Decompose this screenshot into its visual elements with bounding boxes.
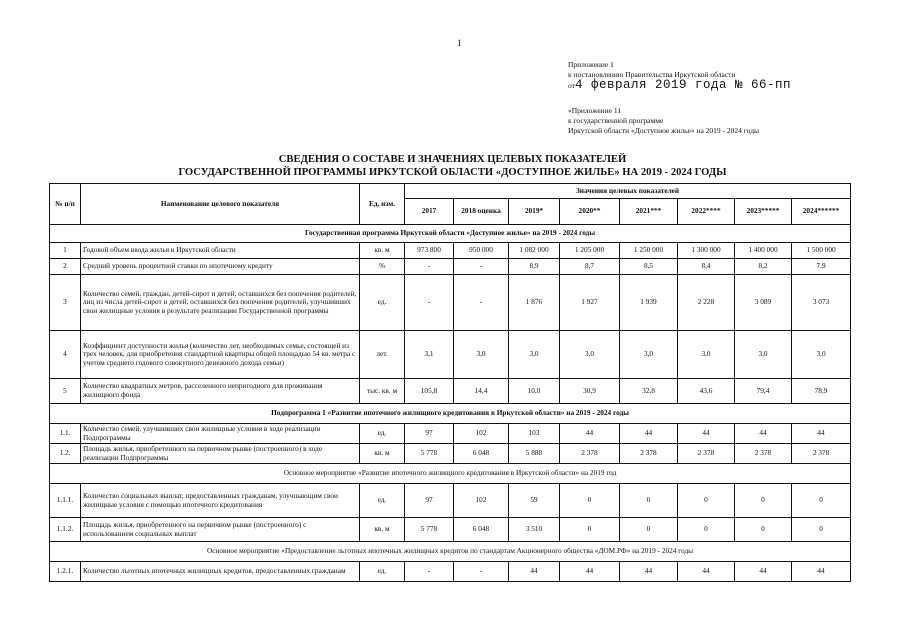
row-unit: ед. (360, 562, 405, 582)
document-title (60, 153, 845, 179)
row-value: 78,9 (792, 379, 851, 404)
row-value: 44 (560, 562, 620, 582)
row-value: 44 (560, 424, 620, 444)
row-num: 1.1.2. (50, 518, 81, 542)
title-line-1: СВЕДЕНИЯ О СОСТАВЕ И ЗНАЧЕНИЯХ ЦЕЛЕВЫХ ПОКАЗАТЕЛЕЙ (278, 154, 627, 165)
row-value: 0 (792, 518, 851, 542)
row-value: 3,1 (405, 331, 454, 379)
row-value: 59 (509, 484, 560, 518)
row-value: 2 378 (620, 444, 678, 464)
row-value: 10,0 (509, 379, 560, 404)
row-value: 105,8 (405, 379, 454, 404)
row-name: Количество семей, граждан, детей-сирот и детей, оставшихся без попечения родителей, лиц из числа детей-сирот и детей, оставшихся без попечения родителей, улучшивших свои жилищные условия в результате реализации Государственной программы (81, 275, 360, 331)
row-value: 44 (792, 562, 851, 582)
row-value: 8,7 (560, 259, 620, 275)
section-title: Основное мероприятие «Предоставление льготных ипотечных жилищных кредитов по стандартам Акционерного общества «ДОМ.РФ» на 2019 - 2024 годы (50, 542, 851, 562)
row-value: 0 (560, 518, 620, 542)
row-value: 1 300 000 (678, 243, 735, 259)
row-value: 79,4 (735, 379, 792, 404)
header-values-group: Значения целевых показателей (405, 184, 851, 199)
row-name: Площадь жилья, приобретенного на первичном рынке (построенного) с использованием социальных выплат (81, 518, 360, 542)
header-year: 2020** (560, 199, 620, 225)
header-year: 2017 (405, 199, 454, 225)
row-value: 0 (792, 484, 851, 518)
row-value: - (405, 562, 454, 582)
row-unit: лет. (360, 331, 405, 379)
row-num: 2 (50, 259, 81, 275)
table-row (50, 259, 851, 275)
section-row (50, 542, 851, 562)
header-year: 2024****** (792, 199, 851, 225)
row-value: 8,5 (620, 259, 678, 275)
row-num: 4 (50, 331, 81, 379)
row-value: 1 205 000 (560, 243, 620, 259)
row-value: 2 378 (792, 444, 851, 464)
row-value: 43,6 (678, 379, 735, 404)
row-value: 44 (620, 562, 678, 582)
header-num: № п/п (50, 184, 81, 225)
row-value: 3,0 (735, 331, 792, 379)
appendix-11-line-2: к государственной программе (568, 116, 664, 125)
row-value: 3,0 (454, 331, 509, 379)
row-unit: кв. м (360, 243, 405, 259)
section-title: Основное мероприятие «Развитие ипотечного жилищного кредитования в Иркутской области» на 2019 год (50, 464, 851, 484)
row-value: 8,2 (735, 259, 792, 275)
row-value: 8,4 (678, 259, 735, 275)
row-value: 3,0 (509, 331, 560, 379)
row-num: 1.2. (50, 444, 81, 464)
appendix-date-number: 4 февраля 2019 года № 66-пп (574, 78, 791, 92)
row-unit: % (360, 259, 405, 275)
header-year: 2018 оценка (454, 199, 509, 225)
row-unit: кв. м (360, 444, 405, 464)
appendix-header (568, 60, 791, 91)
section-row (50, 464, 851, 484)
row-value: 0 (560, 484, 620, 518)
row-value: 5 888 (509, 444, 560, 464)
row-value: 0 (678, 484, 735, 518)
header-year: 2023***** (735, 199, 792, 225)
row-unit: кв. м (360, 518, 405, 542)
appendix-line-3 (568, 80, 791, 91)
header-year: 2021*** (620, 199, 678, 225)
appendix-11-header (568, 106, 759, 136)
header-unit: Ед. изм. (360, 184, 405, 225)
row-value: 0 (620, 484, 678, 518)
row-value: 1 939 (620, 275, 678, 331)
row-value: 103 (509, 424, 560, 444)
table-header-row (50, 184, 851, 199)
row-value: 3,0 (620, 331, 678, 379)
table-row (50, 518, 851, 542)
header-year: 2019* (509, 199, 560, 225)
section-row (50, 404, 851, 424)
row-value: 44 (678, 562, 735, 582)
row-value: 5 778 (405, 518, 454, 542)
row-value: 1 400 000 (735, 243, 792, 259)
row-value: 0 (678, 518, 735, 542)
row-value: 3 510 (509, 518, 560, 542)
row-name: Площадь жилья, приобретенного на первичном рынке (построенного) в ходе реализации Подпрограммы (81, 444, 360, 464)
row-value: 44 (678, 424, 735, 444)
row-value: 950 000 (454, 243, 509, 259)
row-value: 1 927 (560, 275, 620, 331)
row-name: Количество семей, улучшивших свои жилищные условия в ходе реализации Подпрограммы (81, 424, 360, 444)
table-row (50, 379, 851, 404)
row-value: 32,8 (620, 379, 678, 404)
row-value: - (454, 259, 509, 275)
row-value: - (405, 259, 454, 275)
row-value: 3 089 (735, 275, 792, 331)
section-title: Государственная программа Иркутской области «Доступное жилье» на 2019 - 2024 годы (50, 225, 851, 243)
table-row (50, 444, 851, 464)
row-value: 30,9 (560, 379, 620, 404)
row-value: 3,0 (560, 331, 620, 379)
row-value: 3,0 (792, 331, 851, 379)
appendix-line-1: Приложение 1 (568, 60, 614, 69)
row-unit: тыс. кв. м (360, 379, 405, 404)
row-value: 97 (405, 484, 454, 518)
row-value: 0 (735, 518, 792, 542)
row-value: 6 048 (454, 444, 509, 464)
row-value: 8,9 (509, 259, 560, 275)
row-value: - (454, 562, 509, 582)
row-value: 1 876 (509, 275, 560, 331)
section-row (50, 225, 851, 243)
row-unit: ед. (360, 484, 405, 518)
row-value: 1 500 000 (792, 243, 851, 259)
row-num: 3 (50, 275, 81, 331)
row-value: - (405, 275, 454, 331)
row-name: Количество квадратных метров, расселенного непригодного для проживания жилищного фонда (81, 379, 360, 404)
row-value: 44 (735, 424, 792, 444)
appendix-11-line-1: «Приложение 11 (568, 106, 622, 115)
row-value: 14,4 (454, 379, 509, 404)
table-row (50, 562, 851, 582)
row-value: 7,9 (792, 259, 851, 275)
row-value: 1 250 000 (620, 243, 678, 259)
row-unit: ед. (360, 275, 405, 331)
row-value: 97 (405, 424, 454, 444)
row-name: Коэффициент доступности жилья (количество лет, необходимых семье, состоящей из трех человек, для приобретения стандартной квартиры общей площадью 54 кв. метра с учетом среднего годового совокупного денежного дохода семьи) (81, 331, 360, 379)
row-num: 1.1.1. (50, 484, 81, 518)
row-value: 5 778 (405, 444, 454, 464)
indicators-table (49, 183, 851, 582)
row-value: 973 800 (405, 243, 454, 259)
row-num: 1.1. (50, 424, 81, 444)
row-unit: ед. (360, 424, 405, 444)
table-row (50, 424, 851, 444)
row-value: 2 378 (735, 444, 792, 464)
section-title: Подпрограмма 1 «Развитие ипотечного жилищного кредитования в Иркутской области» на 2019 - 2024 годы (50, 404, 851, 424)
table-row (50, 331, 851, 379)
row-value: 102 (454, 484, 509, 518)
row-value: 3 073 (792, 275, 851, 331)
row-value: 2 228 (678, 275, 735, 331)
table-row (50, 275, 851, 331)
row-value: 2 378 (560, 444, 620, 464)
row-name: Количество льготных ипотечных жилищных кредитов, предоставленных гражданам (81, 562, 360, 582)
appendix-11-line-3: Иркутской области «Доступное жилье» на 2019 - 2024 годы (568, 126, 760, 135)
page-number: 1 (457, 38, 462, 48)
row-value: 102 (454, 424, 509, 444)
row-value: 44 (620, 424, 678, 444)
appendix-line-2: к постановлению Правительства Иркутской области (568, 70, 736, 79)
row-name: Годовой объем ввода жилья в Иркутской области (81, 243, 360, 259)
row-value: - (454, 275, 509, 331)
row-num: 1 (50, 243, 81, 259)
row-value: 3,0 (678, 331, 735, 379)
row-num: 1.2.1. (50, 562, 81, 582)
row-value: 44 (792, 424, 851, 444)
title-line-2: ГОСУДАРСТВЕННОЙ ПРОГРАММЫ ИРКУТСКОЙ ОБЛАСТИ «ДОСТУПНОЕ ЖИЛЬЕ» НА 2019 - 2024 ГОДЫ (178, 167, 727, 178)
header-name: Наименование целевого показателя (81, 184, 360, 225)
row-value: 44 (509, 562, 560, 582)
row-value: 1 082 000 (509, 243, 560, 259)
row-value: 0 (735, 484, 792, 518)
row-name: Средний уровень процентной ставки по ипотечному кредиту (81, 259, 360, 275)
header-year: 2022**** (678, 199, 735, 225)
appendix-date-prefix: от (568, 81, 575, 90)
row-value: 0 (620, 518, 678, 542)
row-value: 6 048 (454, 518, 509, 542)
row-value: 2 378 (678, 444, 735, 464)
row-value: 44 (735, 562, 792, 582)
table-row (50, 484, 851, 518)
table-row (50, 243, 851, 259)
row-name: Количество социальных выплат, предоставленных гражданам, улучшающим свои жилищные условия с помощью ипотечного кредитования (81, 484, 360, 518)
row-num: 5 (50, 379, 81, 404)
